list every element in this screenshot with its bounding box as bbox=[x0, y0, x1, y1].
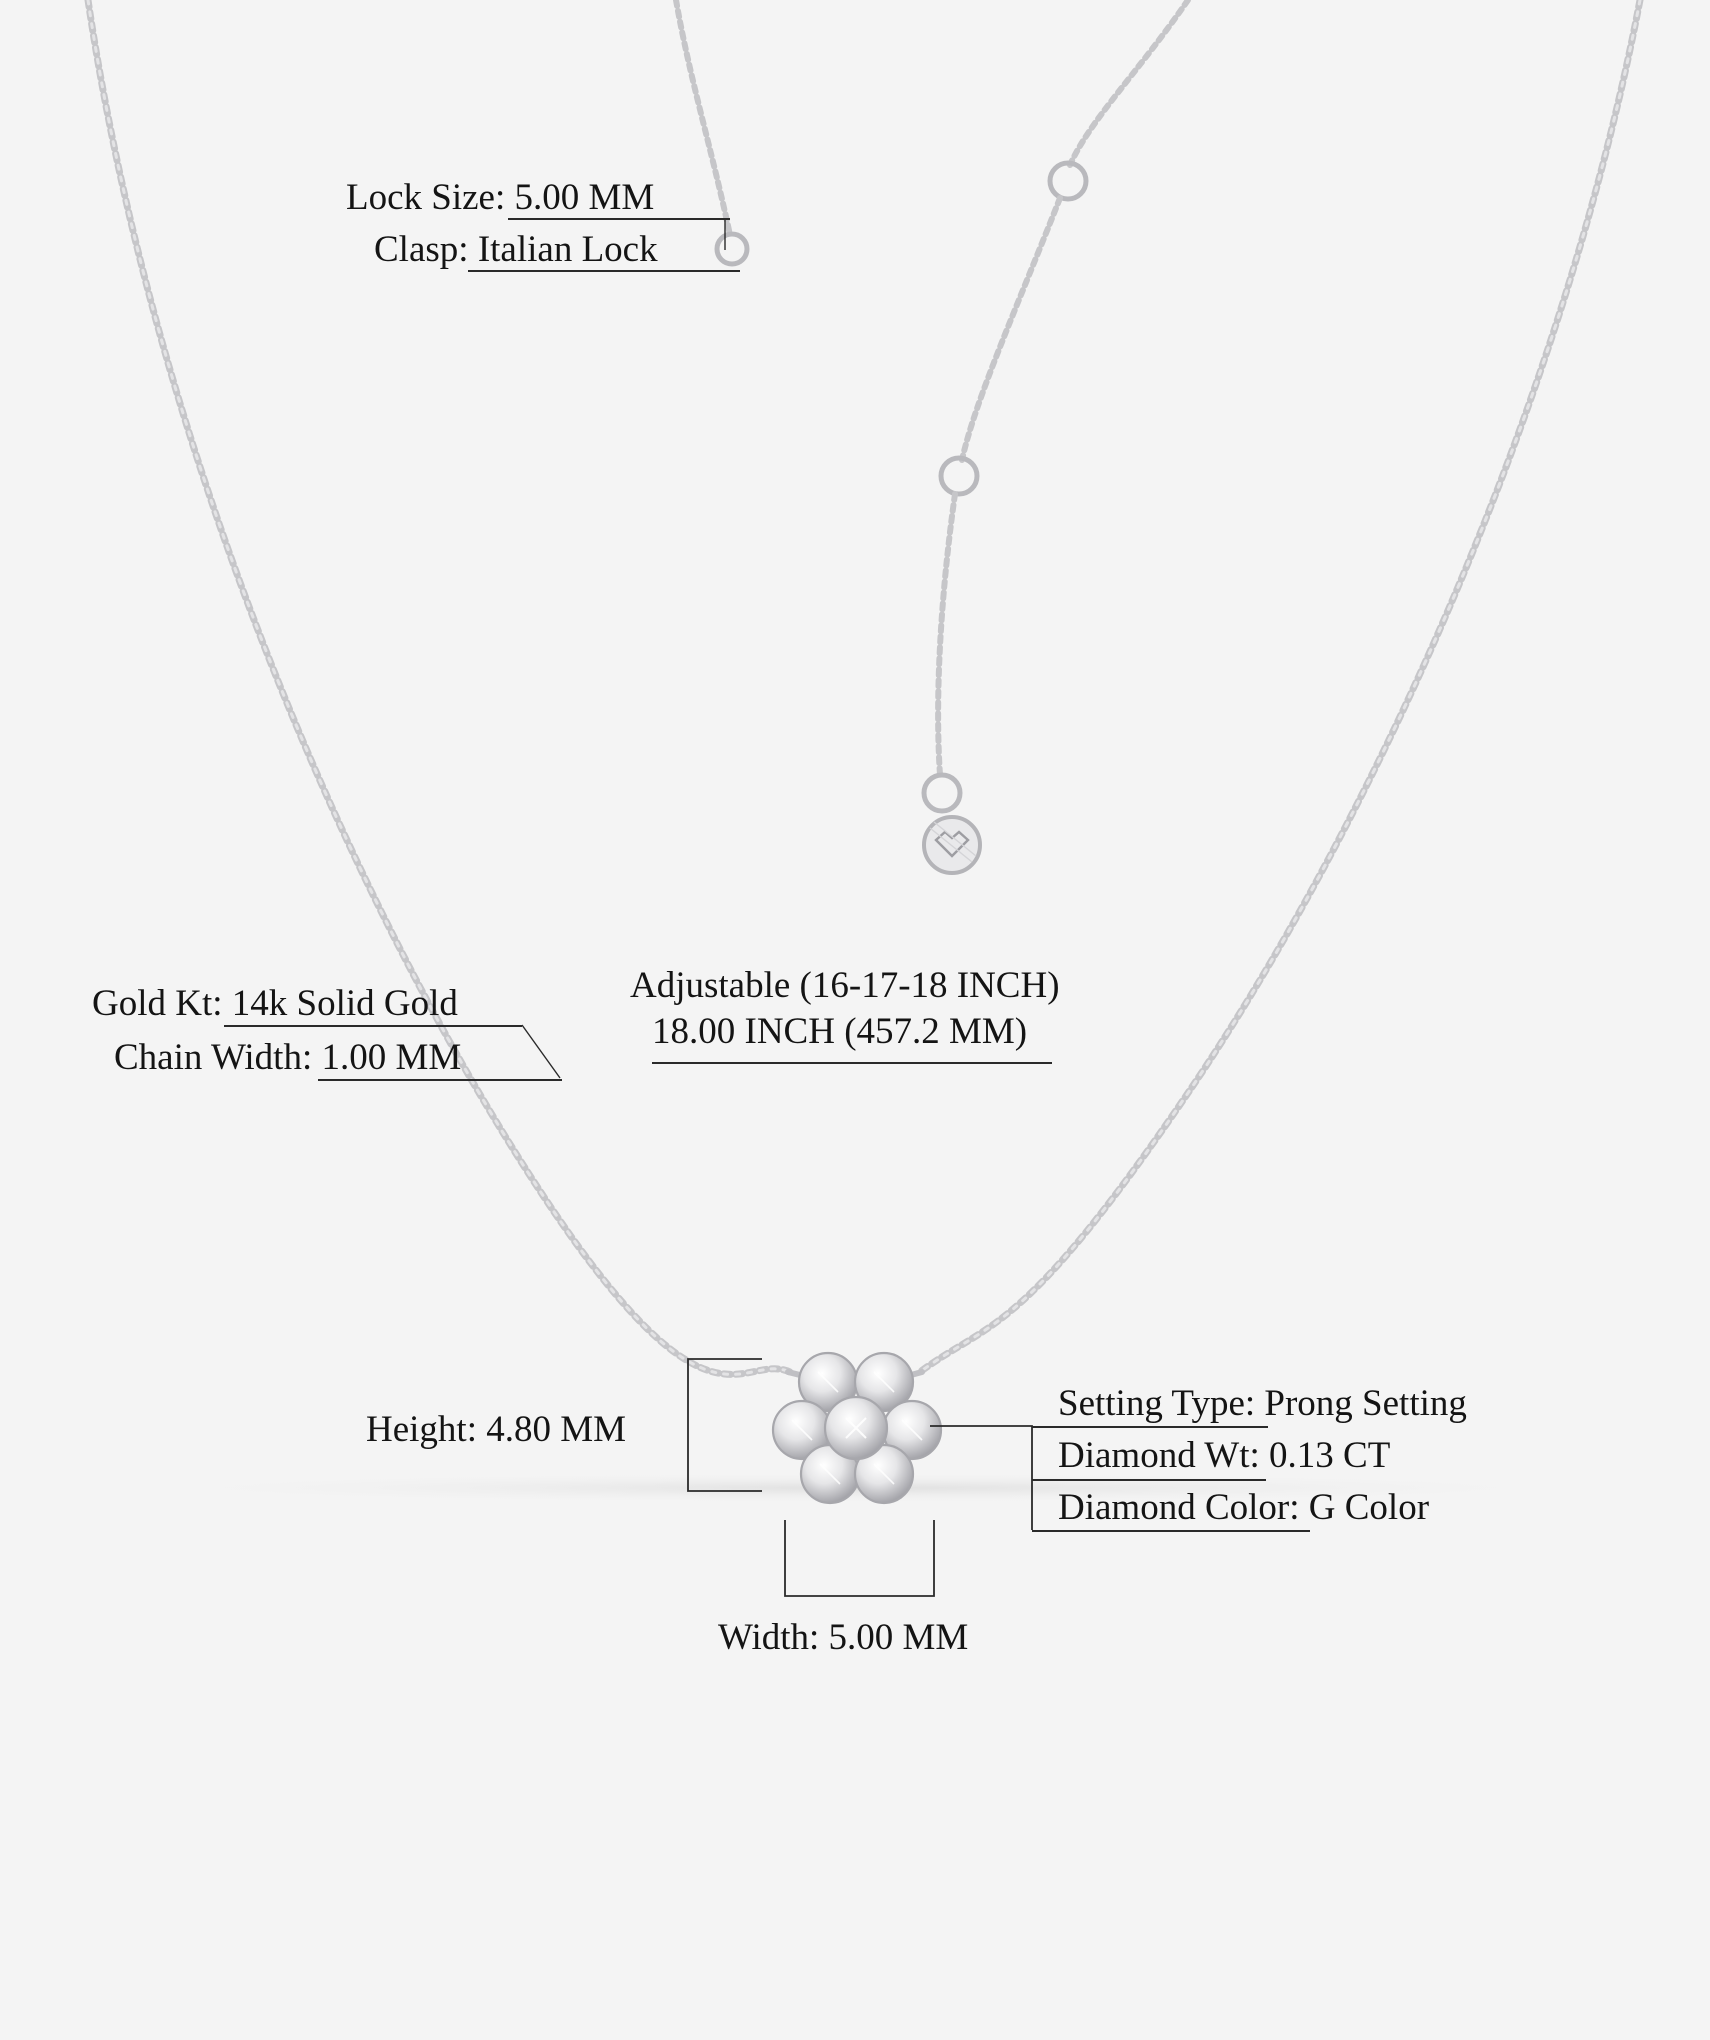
length-underline bbox=[652, 1062, 1052, 1064]
gold-kt-value: 14k Solid Gold bbox=[231, 983, 458, 1024]
clasp-value: Italian Lock bbox=[477, 229, 658, 270]
lock-size-underline bbox=[508, 218, 730, 220]
setting-type-label bbox=[1058, 1382, 1467, 1426]
clasp-key: Clasp: bbox=[374, 229, 469, 270]
height-value: 4.80 MM bbox=[486, 1409, 627, 1450]
length-total-label: 18.00 INCH (457.2 MM) bbox=[652, 1011, 1028, 1052]
width-key: Width: bbox=[718, 1617, 820, 1658]
chain-right bbox=[920, 0, 1640, 1372]
diamond-wt-key: Diamond Wt: bbox=[1058, 1435, 1260, 1476]
lock-size-key: Lock Size: bbox=[346, 177, 506, 218]
goldkt-leader bbox=[522, 1025, 560, 1078]
clasp-ring bbox=[717, 234, 747, 264]
lock-size-label bbox=[346, 176, 654, 220]
clasp-label bbox=[374, 228, 658, 272]
extender-ring-3 bbox=[924, 775, 960, 811]
chain-width-value: 1.00 MM bbox=[321, 1037, 462, 1078]
setting-type-key: Setting Type: bbox=[1058, 1383, 1256, 1424]
lock-size-value: 5.00 MM bbox=[514, 177, 655, 218]
diamond-color-underline bbox=[1032, 1530, 1310, 1532]
diamond-wt-label bbox=[1058, 1434, 1390, 1478]
diamond-wt-underline bbox=[1032, 1479, 1266, 1481]
height-label bbox=[366, 1408, 626, 1452]
clasp-chain bbox=[676, 0, 730, 235]
height-key: Height: bbox=[366, 1409, 477, 1450]
gold-kt-label bbox=[92, 982, 458, 1026]
chain-width-underline bbox=[318, 1079, 562, 1081]
chain-width-label bbox=[114, 1036, 461, 1080]
diamond-color-value: G Color bbox=[1308, 1487, 1430, 1528]
extender-ring-1 bbox=[1050, 163, 1086, 199]
diamond-color-key: Diamond Color: bbox=[1058, 1487, 1300, 1528]
clasp-underline bbox=[468, 270, 740, 272]
length-adjustable-label: Adjustable (16-17-18 INCH) bbox=[630, 965, 1060, 1006]
gold-kt-underline bbox=[224, 1025, 522, 1027]
diamond-color-label bbox=[1058, 1486, 1429, 1530]
width-value: 5.00 MM bbox=[828, 1617, 969, 1658]
extender-chain bbox=[1070, 0, 1188, 165]
height-bracket bbox=[688, 1359, 762, 1491]
extender-ring-2 bbox=[941, 458, 977, 494]
width-bracket bbox=[785, 1520, 934, 1596]
setting-type-underline bbox=[1032, 1426, 1268, 1428]
width-label bbox=[718, 1616, 968, 1660]
gold-kt-key: Gold Kt: bbox=[92, 983, 223, 1024]
chain-width-key: Chain Width: bbox=[114, 1037, 313, 1078]
diamond-wt-value: 0.13 CT bbox=[1269, 1435, 1391, 1476]
setting-type-value: Prong Setting bbox=[1264, 1383, 1467, 1424]
